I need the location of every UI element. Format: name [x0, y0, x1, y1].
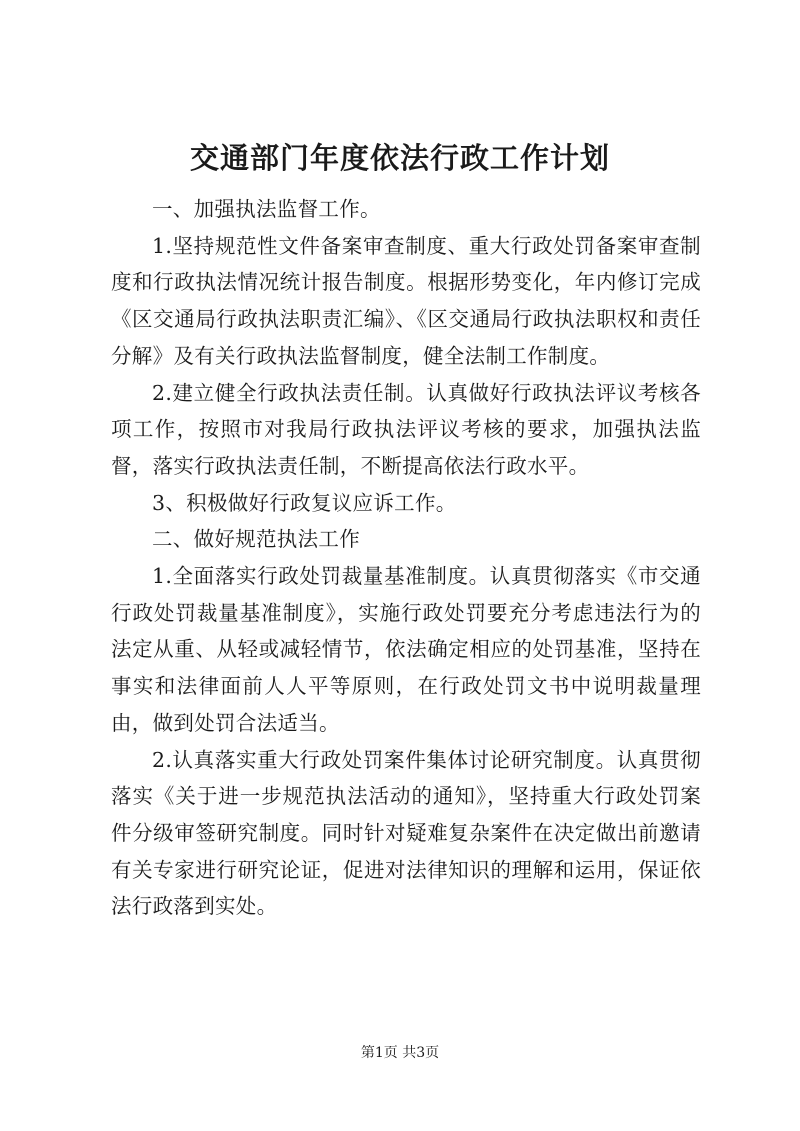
paragraph-1-2: 2.建立健全行政执法责任制。认真做好行政执法评议考核各项工作，按照市对我局行政执法评议考核的要求，加强执法监督，落实行政执法责任制，不断提高依法行政水平。: [111, 380, 701, 478]
section-heading-1: 一、加强执法监督工作。: [152, 197, 381, 221]
document-title: 交通部门年度依法行政工作计划: [189, 141, 610, 175]
document-body: [111, 191, 701, 925]
paragraph-2-2: 2.认真落实重大行政处罚案件集体讨论研究制度。认真贯彻落实《关于进一步规范执法活动的通知》，坚持重大行政处罚案件分级审签研究制度。同时针对疑难复杂案件在决定做出前邀请有关专家进行研究论证，促进对法律知识的理解和运用，保证依法行政落到实处。: [111, 747, 701, 919]
paragraph-1-3: 3、积极做好行政复议应诉工作。: [152, 490, 457, 515]
page-footer: 第1页 共3页: [360, 1045, 440, 1061]
section-heading-2: 二、做好规范执法工作: [152, 527, 360, 552]
paragraph-2-1: 1.全面落实行政处罚裁量基准制度。认真贯彻落实《市交通行政处罚裁量基准制度》，实施行政处罚要充分考虑违法行为的法定从重、从轻或减轻情节，依法确定相应的处罚基准，坚持在事实和法律面前人人平等原则，在行政处罚文书中说明裁量理由，做到处罚合法适当。: [111, 564, 701, 735]
paragraph-1-1: 1.坚持规范性文件备案审查制度、重大行政处罚备案审查制度和行政执法情况统计报告制度。根据形势变化，年内修订完成《区交通局行政执法职责汇编》、《区交通局行政执法职权和责任分解》及有关行政执法监督制度，健全法制工作制度。: [111, 233, 701, 368]
